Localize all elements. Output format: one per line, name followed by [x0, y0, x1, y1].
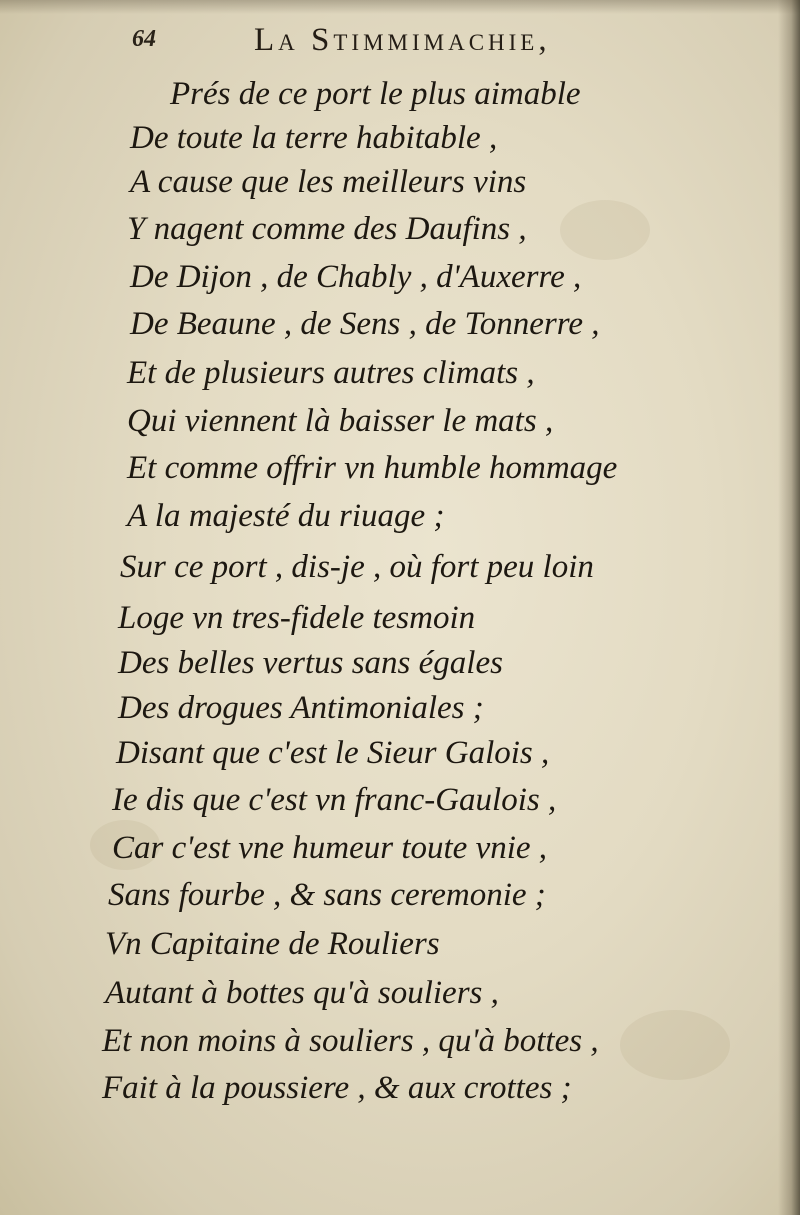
verse-line: Loge vn tres-fidele tesmoin: [118, 600, 476, 636]
verse-line: De Dijon , de Chably , d'Auxerre ,: [130, 259, 582, 295]
verse-line: Qui viennent là baisser le mats ,: [127, 403, 554, 439]
verse-line: Y nagent comme des Daufins ,: [127, 211, 527, 247]
verse-line: A la majesté du riuage ;: [127, 498, 445, 534]
verse-line: Vn Capitaine de Rouliers: [105, 926, 440, 962]
verse-line: Ie dis que c'est vn franc-Gaulois ,: [112, 782, 557, 818]
verse-line: Disant que c'est le Sieur Galois ,: [116, 735, 550, 771]
verse-line: Prés de ce port le plus aimable: [170, 76, 581, 112]
verse-line: Car c'est vne humeur toute vnie ,: [112, 830, 548, 866]
verse-line: Et de plusieurs autres climats ,: [127, 355, 535, 391]
running-title: La Stimmimachie,: [254, 22, 551, 58]
verse-line: Des drogues Antimoniales ;: [118, 690, 484, 726]
verse-line: De toute la terre habitable ,: [130, 120, 498, 156]
verse-line: Sans fourbe , & sans ceremonie ;: [108, 877, 546, 913]
verse-line: Fait à la poussiere , & aux crottes ;: [102, 1070, 572, 1106]
verse-line: Autant à bottes qu'à souliers ,: [105, 975, 499, 1011]
verse-line: Sur ce port , dis-je , où fort peu loin: [120, 549, 594, 585]
verse-line: Et comme offrir vn humble hommage: [127, 450, 618, 486]
verse-line: Et non moins à souliers , qu'à bottes ,: [102, 1023, 599, 1059]
verse-line: Des belles vertus sans égales: [118, 645, 503, 681]
page-number: 64: [132, 26, 156, 52]
verse-line: De Beaune , de Sens , de Tonnerre ,: [130, 306, 600, 342]
verse-line: A cause que les meilleurs vins: [130, 164, 527, 200]
